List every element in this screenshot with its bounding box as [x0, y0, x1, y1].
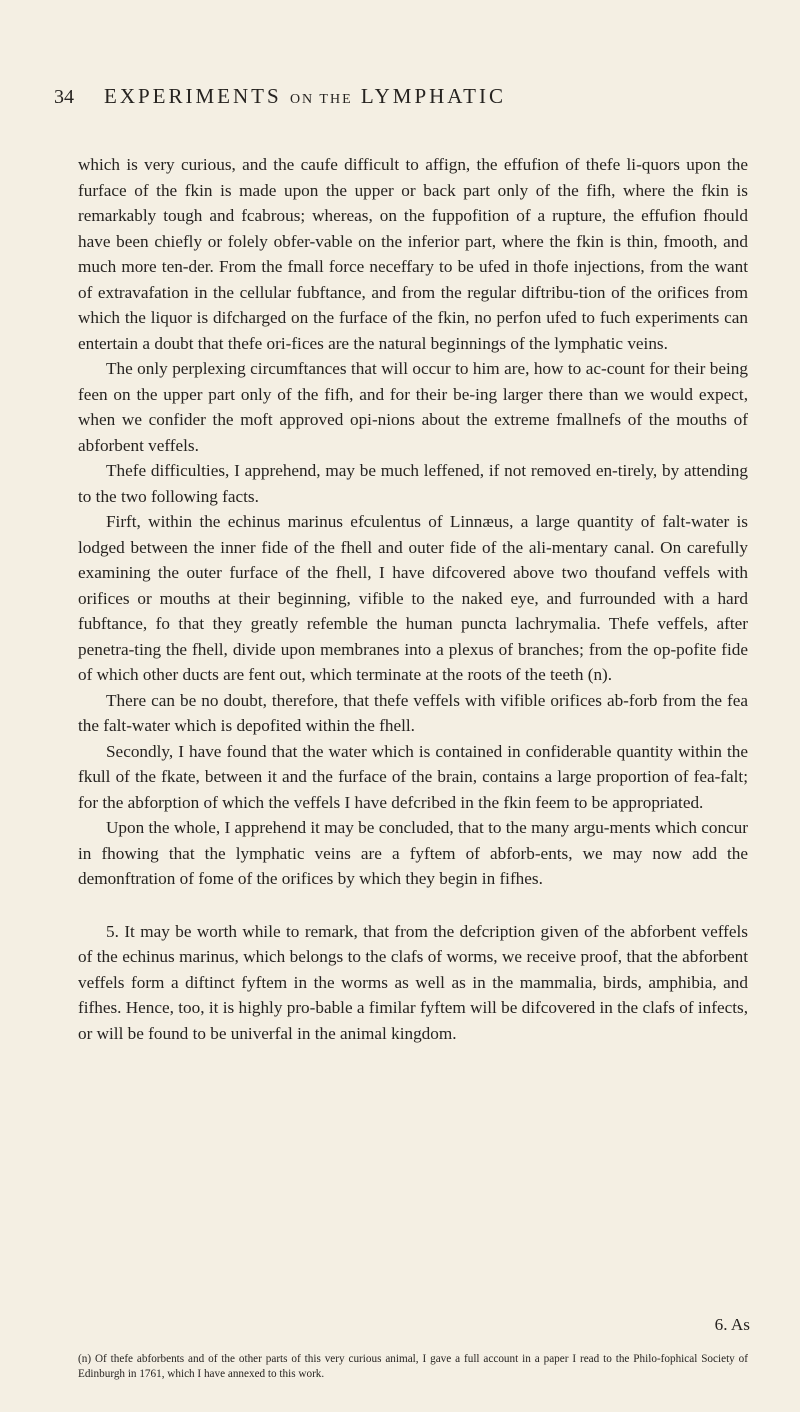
body-text: [78, 152, 748, 1046]
running-head-word: LYMPHATIC: [360, 84, 506, 108]
section-paragraph: 5. It may be worth while to remark, that from the defcription given of the abforbent veffels of the echinus marinus, which belongs to the clafs of worms, we receive proof, that the abforbent veffels form a diftinct fyftem in the worms as well as in the mammalia, birds, amphibia, and fifhes. Hence, too, it is highly pro-bable a fimilar fyftem will be difcovered in the clafs of infects, or will be found to be univerfal in the animal kingdom.: [78, 921, 748, 1043]
page-header: [54, 84, 754, 124]
catchword: 6. As: [714, 1315, 750, 1334]
paragraph: There can be no doubt, therefore, that thefe veffels with vifible orifices ab-forb from the fea the falt-water which is depofited within the fhell.: [78, 690, 748, 735]
running-head-connector: ON THE: [289, 92, 353, 107]
running-head-word: EXPERIMENTS: [104, 84, 282, 108]
paragraph: The only perplexing circumftances that will occur to him are, how to ac-count for their being feen on the upper part only of the fifh, and for their be-ing larger there than we would expect, when we confider the moft approved opi-nions about the extreme fmallnefs of the mouths of abforbent veffels.: [78, 359, 748, 455]
paragraph: Thefe difficulties, I apprehend, may be much leffened, if not removed en-tirely, by attending to the two following facts.: [78, 461, 748, 506]
paragraph: Upon the whole, I apprehend it may be concluded, that to the many argu-ments which concur in fhowing that the lymphatic veins are a fyftem of abforb-ents, we may now add the demonftration of fome of the orifices by which they begin in fifhes.: [78, 818, 748, 888]
footnote: (n) Of thefe abforbents and of the other parts of this very curious animal, I gave a full account in a paper I read to the Philo-fophical Society of Edinburgh in 1761, which I have annexed to this work.: [78, 1353, 748, 1380]
running-head: [104, 84, 506, 109]
paragraph: Secondly, I have found that the water which is contained in confiderable quantity within the fkull of the fkate, between it and the furface of the brain, contains a large proportion of fea-falt; for the abforption of which the veffels I have defcribed in the fkin feem to be appropriated.: [78, 741, 748, 812]
paragraph: which is very curious, and the caufe difficult to affign, the effufion of thefe li-quors upon the furface of the fkin is made upon the upper or back part only of the fifh, where the fkin is remarkably tough and fcabrous; whereas, on the fuppofition of a rupture, the effufion fhould have been chiefly or folely obfer-vable on the inferior part, where the fkin is thin, fmooth, and much more ten-der. From the fmall force neceffary to be ufed in thofe injections, from the want of extravafation in the cellular fubftance, and from the regular diftribu-tion of the orifices from which the liquor is difcharged on the furface of the fkin, no perfon ufed to fuch experiments can entertain a doubt that thefe ori-fices are the natural beginnings of the lymphatic veins.: [78, 155, 748, 353]
page-number: 34: [54, 86, 74, 108]
paragraph: Firft, within the echinus marinus efculentus of Linnæus, a large quantity of falt-water is lodged between the inner fide of the fhell and outer fide of the ali-mentary canal. On carefully examining the outer furface of the fhell, I have difcovered above two thoufand veffels with orifices or mouths at their beginning, vifible to the naked eye, and furrounded with a hard fubftance, fo that they greatly refemble the human puncta lachrymalia. Thefe veffels, after penetra-ting the fhell, divide upon membranes into a plexus of branches; from the op-pofite fide of which other ducts are fent out, which terminate at the roots of the teeth (n).: [78, 512, 748, 684]
